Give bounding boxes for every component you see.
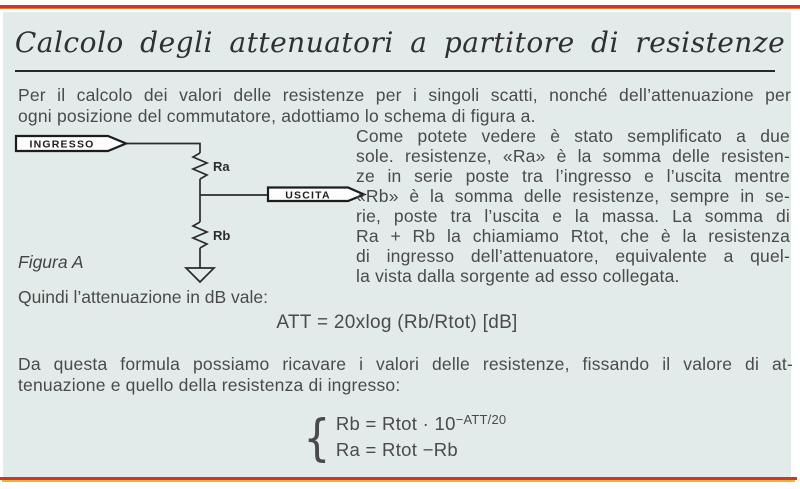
description-line: la vista dalla sorgente ad esso collegata. [356, 266, 680, 286]
resistor-rb-symbol [193, 222, 207, 248]
equation-system [301, 409, 507, 467]
description-paragraph [356, 126, 790, 286]
equation-lines [336, 412, 507, 464]
intro-paragraph [18, 85, 791, 126]
resistor-rb-label: Rb [213, 228, 231, 243]
derivation-line: tenuazione e quello della resistenza di ingresso: [18, 374, 401, 395]
equation-rb-exponent: −ATT/20 [455, 412, 507, 427]
equation-ra-base: Ra = Rtot −Rb [335, 439, 458, 460]
top-orange-rule [0, 8, 800, 9]
description-line: Come potete vedere è stato semplificato a due [356, 126, 790, 146]
figure-caption: Figura A [18, 252, 84, 272]
description-line: di ingresso dell’attenuatore, equivalente a quel- [356, 246, 790, 266]
resistor-ra-label: Ra [213, 159, 230, 174]
description-line: Ra + Rb la chiamiamo Rtot, che è la resistenza [356, 226, 790, 246]
bottom-yellow-rule [2, 480, 795, 482]
intro-line: ogni posizione del commutatore, adottiamo lo schema di figura a. [18, 105, 536, 126]
input-label-text: INGRESSO [29, 138, 95, 151]
description-line: sole. resistenze, «Ra» è la somma delle resisten- [356, 146, 790, 166]
equation-rb-base: Rb = Rtot · 10 [335, 413, 456, 434]
attenuation-lead-in: Quindi l’attenuazione in dB vale: [18, 287, 269, 307]
intro-line: Per il calcolo dei valori delle resistenze per i singoli scatti, nonché dell’attenuazione per [18, 85, 791, 105]
attenuation-formula: ATT = 20xlog (Rb/Rtot) [dB] [276, 312, 518, 333]
description-line: «Rb» è la somma delle resistenze, sempre in se- [356, 186, 790, 206]
description-line: rie, poste tra l’uscita e la massa. La somma di [356, 206, 790, 226]
input-wire [126, 144, 200, 154]
equation-brace: { [303, 409, 331, 467]
output-label-text: USCITA [285, 189, 331, 202]
equation-ra [336, 438, 507, 464]
equation-rb [336, 412, 507, 438]
derivation-line: Da questa formula possiamo ricavare i valori delle resistenze, fissando il valore di at- [18, 354, 793, 374]
resistor-ra-symbol [193, 153, 207, 179]
ground-icon [186, 268, 214, 282]
description-line: ze in serie poste tra l’ingresso e l’uscita mentre [356, 166, 790, 186]
title-divider-rule [15, 70, 775, 72]
page-title: Calcolo degli attenuatori a partitore di resistenze [14, 26, 786, 59]
derivation-paragraph [18, 354, 793, 395]
